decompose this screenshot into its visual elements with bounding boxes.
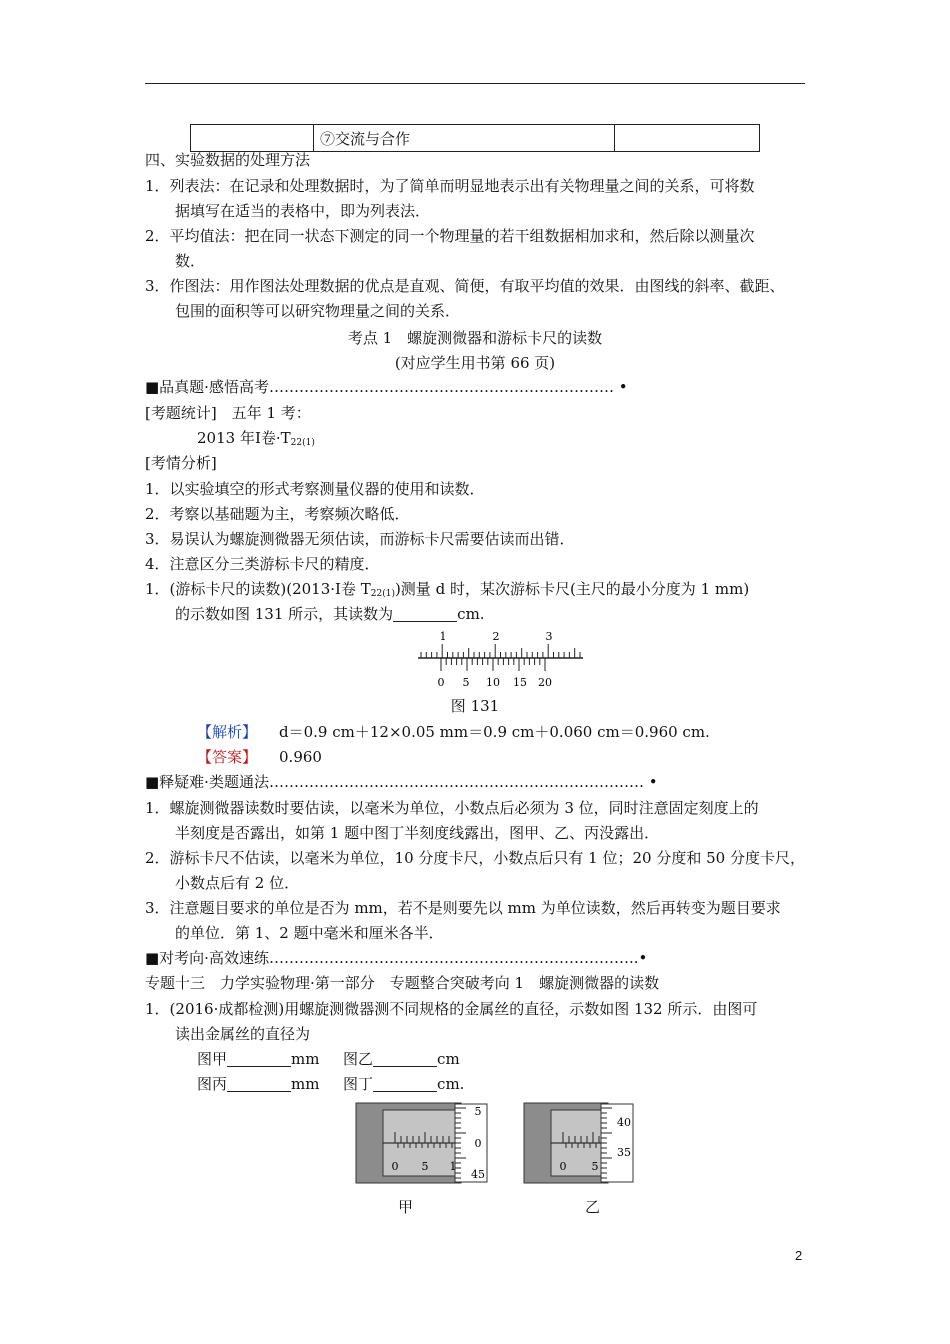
analysis-label: [考情分析] — [145, 454, 217, 472]
thimble-label: 45 — [471, 1168, 485, 1181]
main-scale — [421, 644, 580, 658]
answer-row-1: 图甲 mm 图乙 cm — [197, 1050, 460, 1068]
answer-row-2: 图丙 mm 图丁 cm. — [197, 1075, 465, 1093]
practice-question-cont: 读出金属丝的直径为 — [175, 1025, 311, 1043]
sleeve-label: 0 — [391, 1160, 399, 1173]
sleeve-label: 5 — [421, 1160, 429, 1173]
main-tick-label: 3 — [545, 630, 553, 643]
daan-text: 0.960 — [279, 748, 322, 766]
figure-caption: 图 131 — [450, 697, 500, 715]
daan-line — [197, 747, 322, 767]
figure-label-jia: 甲 — [398, 1198, 414, 1216]
tip-3-cont: 的单位．第 1、2 题中毫米和厘米各半． — [175, 924, 444, 942]
tip-2-cont: 小数点后有 2 位． — [175, 874, 300, 892]
table-row — [191, 125, 760, 152]
sleeve-label: 0 — [559, 1160, 567, 1173]
vernier-caliper-figure — [415, 628, 587, 690]
practice-question: 1．(2016·成都检测)用螺旋测微器测不同规格的金属丝的直径，示数如图 132 所示．由图可 — [145, 1000, 758, 1018]
thimble-label: 35 — [617, 1146, 631, 1159]
jiexi-line — [197, 722, 710, 742]
figure-label-yi: 乙 — [585, 1198, 601, 1216]
topic-line: 专题十三 力学实验物理·第一部分 专题整合突破考向 1 螺旋测微器的读数 — [145, 974, 660, 992]
answer-blank — [227, 1076, 291, 1092]
analysis-3: 3．易误认为螺旋测微器无须估读，而游标卡尺需要估读而出错． — [145, 530, 575, 548]
micrometer-jia — [355, 1102, 490, 1184]
question-1: 1．(游标卡尺的读数)(2013·Ⅰ卷 $T_{22(1)}$)测量 d 时，某次游标卡尺(主尺的最小分度为 1 mm) — [145, 580, 750, 599]
section-heading: 四、实验数据的处理方法 — [145, 151, 311, 169]
tip-2: 2．游标卡尺不估读，以毫米为单位，10 分度卡尺，小数点后只有 1 位；20 分度和 50 分度卡尺， — [145, 849, 805, 867]
method-2-cont: 数． — [175, 252, 206, 270]
thimble-label: 40 — [617, 1116, 631, 1129]
vernier-tick-label: 0 — [437, 676, 445, 689]
answer-blank — [373, 1051, 437, 1067]
vernier-scale — [441, 658, 545, 671]
micrometer-yi — [523, 1102, 635, 1184]
analysis-4: 4．注意区分三类游标卡尺的精度． — [145, 555, 380, 573]
analysis-2: 2．考察以基础题为主，考察频次略低． — [145, 505, 410, 523]
table-cell: ⑦交流与合作 — [314, 125, 615, 152]
stat-item: 2013 年Ⅰ卷$\cdot T_{22(1)}$ — [197, 429, 315, 448]
method-1-cont: 据填写在适当的表格中，即为列表法． — [175, 202, 431, 220]
method-2: 2．平均值法：把在同一状态下测定的同一个物理量的若干组数据相加求和，然后除以测量次 — [145, 227, 755, 245]
sleeve-label: 5 — [591, 1160, 599, 1173]
kaodian-title: 考点 1 螺旋测微器和游标卡尺的读数 — [347, 329, 603, 347]
tip-3: 3．注意题目要求的单位是否为 mm，若不是则要先以 mm 为单位读数，然后再转变为题目要求 — [145, 899, 781, 917]
question-1-cont: 的示数如图 131 所示，其读数为 cm. — [175, 605, 485, 623]
method-3: 3．作图法：用作图法处理数据的优点是直观、简便，有取平均值的效果．由图线的斜率、截距、 — [145, 277, 785, 295]
vernier-tick-label: 15 — [513, 676, 527, 689]
vernier-tick-label: 20 — [538, 676, 552, 689]
thimble-label: 5 — [474, 1105, 482, 1118]
main-tick-label: 1 — [439, 630, 447, 643]
table-cell — [191, 125, 314, 152]
jiexi-text: d＝0.9 cm＋12×0.05 mm＝0.9 cm＋0.060 cm＝0.960 cm. — [279, 723, 710, 741]
table-cell — [615, 125, 760, 152]
stat-label: [考题统计] 五年 1 考： — [145, 404, 311, 422]
jiexi-label: 【解析】 — [197, 723, 258, 741]
answer-blank — [393, 606, 457, 622]
tip-1-cont: 半刻度是否露出，如第 1 题中图丁半刻度线露出，图甲、乙、丙没露出． — [175, 824, 660, 842]
tip-1: 1．螺旋测微器读数时要估读，以毫米为单位，小数点后必须为 3 位，同时注意固定刻度上的 — [145, 799, 759, 817]
top-table — [190, 124, 760, 152]
method-1: 1．列表法：在记录和处理数据时，为了简单而明显地表示出有关物理量之间的关系，可将数 — [145, 177, 755, 195]
answer-blank — [373, 1076, 437, 1092]
duikaoxiang-header: ■对考向·高效速练………………………………………………………………..• — [145, 949, 648, 967]
header-rule — [145, 83, 805, 84]
sleeve-label: 1 — [449, 1160, 457, 1173]
thimble-label: 0 — [474, 1137, 482, 1150]
analysis-1: 1．以实验填空的形式考察测量仪器的使用和读数． — [145, 480, 485, 498]
page-number: 2 — [795, 1248, 803, 1263]
shiyinan-header: ■释疑难·类题通法………………………………………………………………… • — [145, 773, 658, 791]
pinzhenti-header: ■品真题·感悟高考…………………………………………………………… • — [145, 378, 628, 396]
kaodian-subtitle: (对应学生用书第 66 页) — [394, 354, 556, 372]
answer-blank — [227, 1051, 291, 1067]
method-3-cont: 包围的面积等可以研究物理量之间的关系． — [175, 302, 461, 320]
vernier-tick-label: 5 — [462, 676, 470, 689]
daan-label: 【答案】 — [197, 748, 258, 766]
main-tick-label: 2 — [492, 630, 500, 643]
vernier-tick-label: 10 — [486, 676, 500, 689]
